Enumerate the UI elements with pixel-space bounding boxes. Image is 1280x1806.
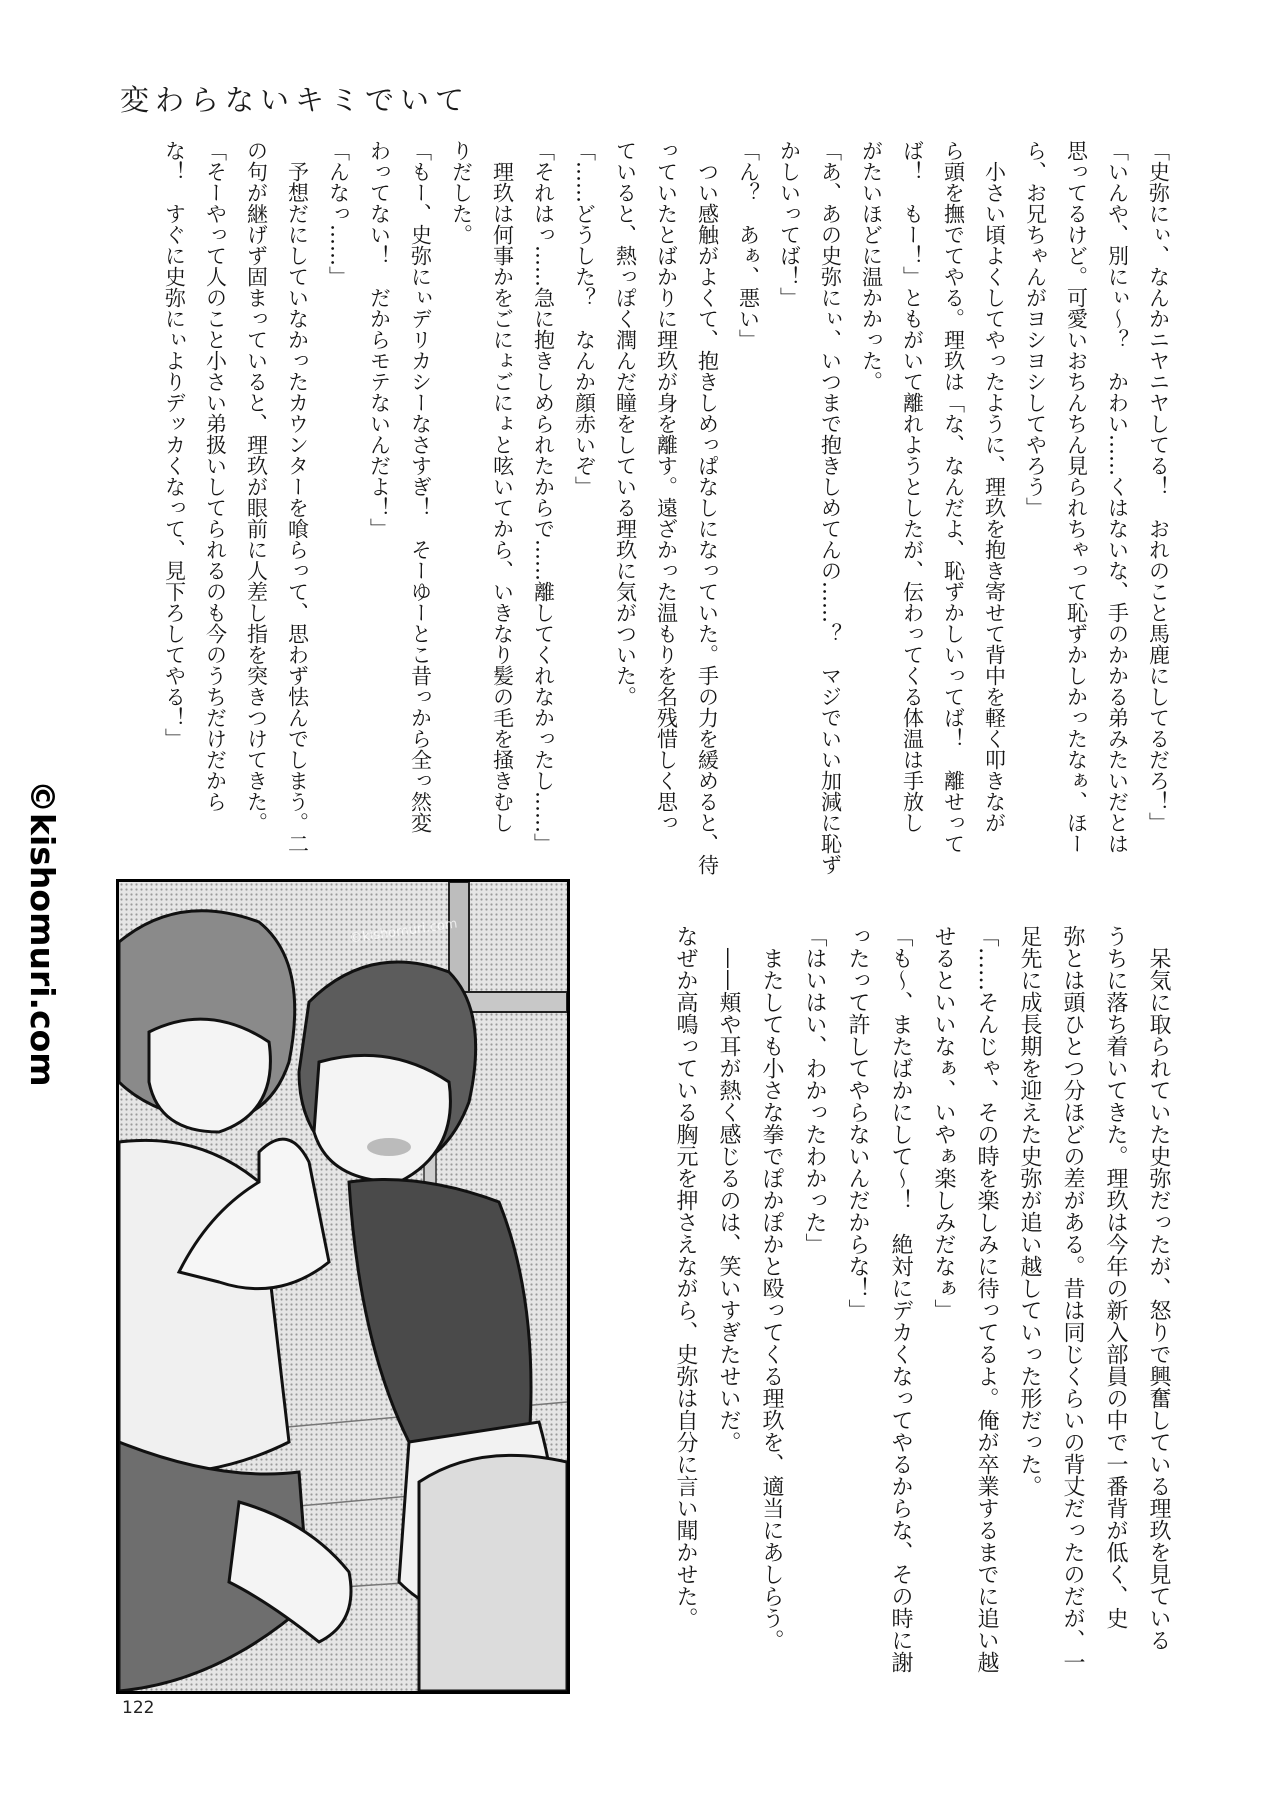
text-column: ば！ もー！」ともがいて離れようとしたが、伝わってくる体温は手放し [900,140,925,833]
text-column: な！ すぐに史弥にぃよりデッカくなって、見下ろしてやる！」 [162,140,187,749]
text-column: 「……どうした？ なんか顔赤いぞ」 [572,140,597,497]
text-column: かしいってば！」 [777,140,802,308]
manga-illustration [116,879,570,1694]
text-column: 呆気に取られていた史弥だったが、怒りで興奮している理玖を見ている [1146,925,1171,1651]
text-column: つい感触がよくて、抱きしめっぱなしになっていた。手の力を緩めると、待 [695,140,720,875]
text-column: 「はいはい、わかったわかった」 [802,925,827,1255]
watermark-text: ©kishomuri.com [23,780,62,1087]
text-column: 「いんや、別にぃ〜？ かわい……くはないな、手のかかる弟みたいだとは [1105,140,1130,854]
text-column: 足先に成長期を迎えた史弥が追い越していった形だった。 [1017,925,1042,1497]
text-column: っていたとばかりに理玖が身を離す。遠ざかった温もりを名残惜しく思っ [654,140,679,833]
text-column: わってない！ だからモテないんだよ！」 [367,140,392,539]
text-column: ていると、熱っぽく潤んだ瞳をしている理玖に気がついた。 [613,140,638,707]
text-column: ら頭を撫でてやる。理玖は「な、なんだよ、恥ずかしいってば！ 離せって [941,140,966,854]
text-column: りだした。 [449,140,474,245]
panel-watermark: ©kishomuri.com [348,916,459,947]
text-column: ったって許してやらないんだからな！」 [845,925,870,1321]
text-column: 「……そんじゃ、その時を楽しみに待ってるよ。俺が卒業するまでに追い越 [974,925,999,1673]
text-column: 「史弥にぃ、なんかニヤニヤしてる！ おれのこと馬鹿にしてるだろ！」 [1146,140,1171,833]
page-number: 122 [122,1698,155,1718]
text-column: なぜか高鳴っている胸元を押さえながら、史弥は自分に言い聞かせた。 [673,925,698,1629]
text-column: 「もー、史弥にぃデリカシーなさすぎ！ そーゆーとこ昔っから全っ然変 [408,140,433,833]
text-column: 予想だにしていなかったカウンターを喰らって、思わず怯んでしまう。二 [285,140,310,854]
text-column: ら、お兄ちゃんがヨシヨシしてやろう」 [1023,140,1048,518]
text-column: 「それはっ……急に抱きしめられたからで……離してくれなかったし……」 [531,140,556,854]
text-column: 「も〜、またばかにして〜！ 絶対にデカくなってやるからな、その時に謝 [888,925,913,1673]
text-column: 小さい頃よくしてやったように、理玖を抱き寄せて背中を軽く叩きなが [982,140,1007,833]
text-column: せるといいなぁ、いやぁ楽しみだなぁ」 [931,925,956,1321]
text-column: 「んなっ……」 [326,140,351,287]
text-column: 「ん？ あぁ、悪い」 [736,140,761,350]
text-column: の句が継げず固まっていると、理玖が眼前に人差し指を突きつけてきた。 [244,140,269,833]
text-column: 思ってるけど。可愛いおちんちん見られちゃって恥ずかしかったなぁ、ほー [1064,140,1089,854]
text-column: 「あ、あの史弥にぃ、いつまで抱きしめてんの……？ マジでいい加減に恥ず [818,140,843,875]
watermark [22,780,62,1087]
text-column: またしても小さな拳でぽかぽかと殴ってくる理玖を、適当にあしらう。 [759,925,784,1651]
chapter-title: 変わらないキミでいて [120,83,471,117]
text-column: 弥とは頭ひとつ分ほどの差がある。昔は同じくらいの背丈だったのだが、一 [1060,925,1085,1673]
text-column: ——頬や耳が熱く感じるのは、笑いすぎたせいだ。 [716,925,741,1453]
text-column: 「そーやって人のこと小さい弟扱いしてられるのも今のうちだけだから [203,140,228,812]
illustration-art [119,882,567,1691]
text-column: うちに落ち着いてきた。理玖は今年の新入部員の中で一番背が低く、史 [1103,925,1128,1629]
text-column: 理玖は何事かをごにょごにょと呟いてから、いきなり髪の毛を掻きむし [490,140,515,833]
text-column: がたいほどに温かかった。 [859,140,884,392]
